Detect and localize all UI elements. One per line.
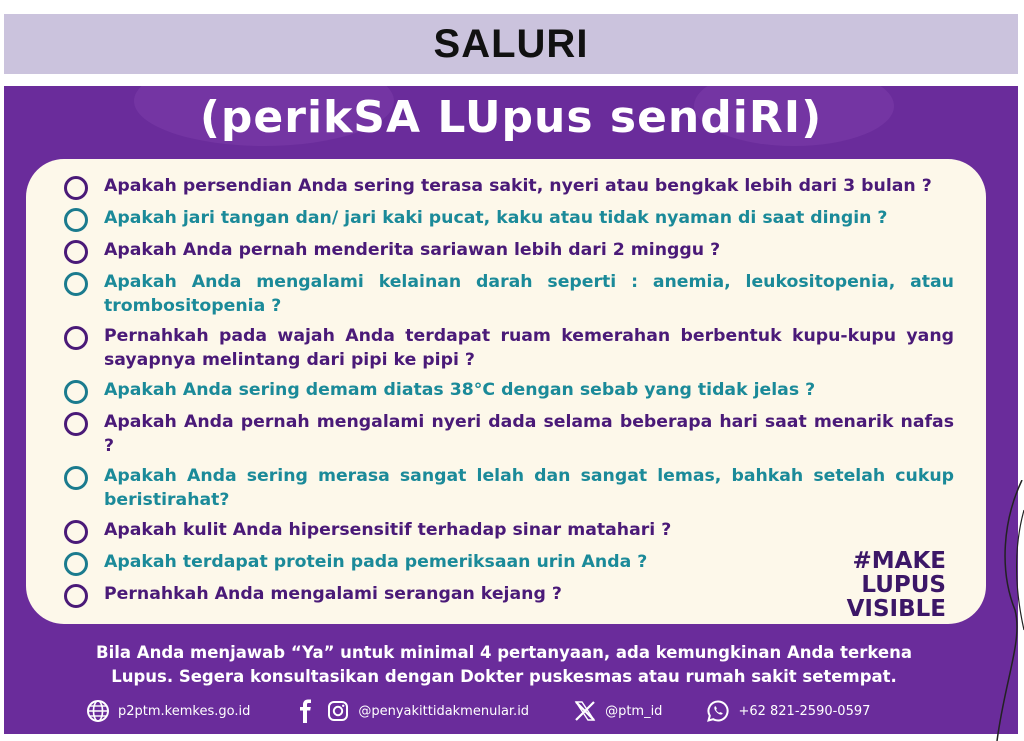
advice-note bbox=[34, 641, 974, 689]
question-text: Apakah kulit Anda hipersensitif terhadap sinar matahari ? bbox=[104, 520, 672, 540]
question-text: Apakah Anda mengalami kelainan darah seperti : anemia, leukositopenia, atau trombositopenia ? bbox=[104, 272, 954, 316]
question-item bbox=[64, 518, 954, 544]
question-text: Apakah persendian Anda sering terasa sakit, nyeri atau bengkak lebih dari 3 bulan ? bbox=[104, 176, 932, 196]
question-text: Apakah terdapat protein pada pemeriksaan urin Anda ? bbox=[104, 552, 648, 572]
question-item bbox=[64, 378, 954, 404]
advice-note-line-1: Bila Anda menjawab “Ya” untuk minimal 4 pertanyaan, ada kemungkinan Anda terkena bbox=[96, 643, 912, 662]
phone-text: +62 821-2590-0597 bbox=[738, 703, 871, 719]
question-item bbox=[64, 550, 954, 576]
banner-title: SALURI bbox=[433, 21, 589, 66]
questions-card bbox=[26, 159, 986, 624]
social-text: @penyakittidakmenular.id bbox=[358, 703, 530, 719]
question-checkbox[interactable] bbox=[64, 176, 88, 200]
question-text: Apakah jari tangan dan/ jari kaki pucat, kaku atau tidak nyaman di saat dingin ? bbox=[104, 208, 888, 228]
question-item bbox=[64, 270, 954, 318]
x-handle-text: @ptm_id bbox=[605, 703, 663, 719]
question-checkbox[interactable] bbox=[64, 412, 88, 436]
question-checkbox[interactable] bbox=[64, 208, 88, 232]
question-item bbox=[64, 464, 954, 512]
social-link[interactable] bbox=[294, 699, 529, 723]
contact-footer bbox=[86, 698, 966, 724]
question-item bbox=[64, 238, 954, 264]
top-banner bbox=[4, 14, 1018, 74]
question-checkbox[interactable] bbox=[64, 520, 88, 544]
question-text: Apakah Anda pernah mengalami nyeri dada selama beberapa hari saat menarik nafas ? bbox=[104, 412, 954, 456]
decorative-edge-curve bbox=[995, 480, 1024, 741]
question-checkbox[interactable] bbox=[64, 584, 88, 608]
hashtag-line-2: LUPUS bbox=[861, 572, 946, 598]
question-checkbox[interactable] bbox=[64, 552, 88, 576]
question-text: Apakah Anda sering merasa sangat lelah dan sangat lemas, bahkah setelah cukup beristirahat? bbox=[104, 466, 954, 510]
question-item bbox=[64, 324, 954, 372]
hashtag-line-1: #MAKE bbox=[852, 548, 946, 574]
question-item bbox=[64, 174, 954, 200]
question-checkbox[interactable] bbox=[64, 272, 88, 296]
question-checkbox[interactable] bbox=[64, 240, 88, 264]
website-text: p2ptm.kemkes.go.id bbox=[118, 703, 251, 719]
poster bbox=[4, 86, 1018, 734]
poster-title: (perikSA LUpus sendiRI) bbox=[199, 92, 823, 143]
website-link[interactable] bbox=[86, 699, 250, 723]
question-checkbox[interactable] bbox=[64, 380, 88, 404]
advice-note-line-2: Lupus. Segera konsultasikan dengan Dokter puskesmas atau rumah sakit setempat. bbox=[111, 667, 897, 686]
question-checkbox[interactable] bbox=[64, 326, 88, 350]
globe-icon bbox=[86, 699, 110, 723]
question-item bbox=[64, 206, 954, 232]
question-item bbox=[64, 410, 954, 458]
x-icon bbox=[573, 699, 597, 723]
question-text: Apakah Anda sering demam diatas 38°C dengan sebab yang tidak jelas ? bbox=[104, 380, 816, 400]
hashtag-line-3: VISIBLE bbox=[846, 596, 946, 622]
question-item bbox=[64, 582, 954, 608]
question-text: Apakah Anda pernah menderita sariawan lebih dari 2 minggu ? bbox=[104, 240, 721, 260]
question-text: Pernahkah pada wajah Anda terdapat ruam kemerahan berbentuk kupu-kupu yang sayapnya melintang dari pipi ke pipi ? bbox=[104, 326, 954, 370]
instagram-icon bbox=[326, 699, 350, 723]
whatsapp-link[interactable] bbox=[706, 699, 870, 723]
question-text: Pernahkah Anda mengalami serangan kejang ? bbox=[104, 584, 562, 604]
question-list bbox=[64, 174, 954, 614]
whatsapp-icon bbox=[706, 699, 730, 723]
question-checkbox[interactable] bbox=[64, 466, 88, 490]
hashtag-make-lupus-visible bbox=[847, 549, 946, 621]
facebook-icon bbox=[294, 699, 318, 723]
x-link[interactable] bbox=[573, 699, 662, 723]
